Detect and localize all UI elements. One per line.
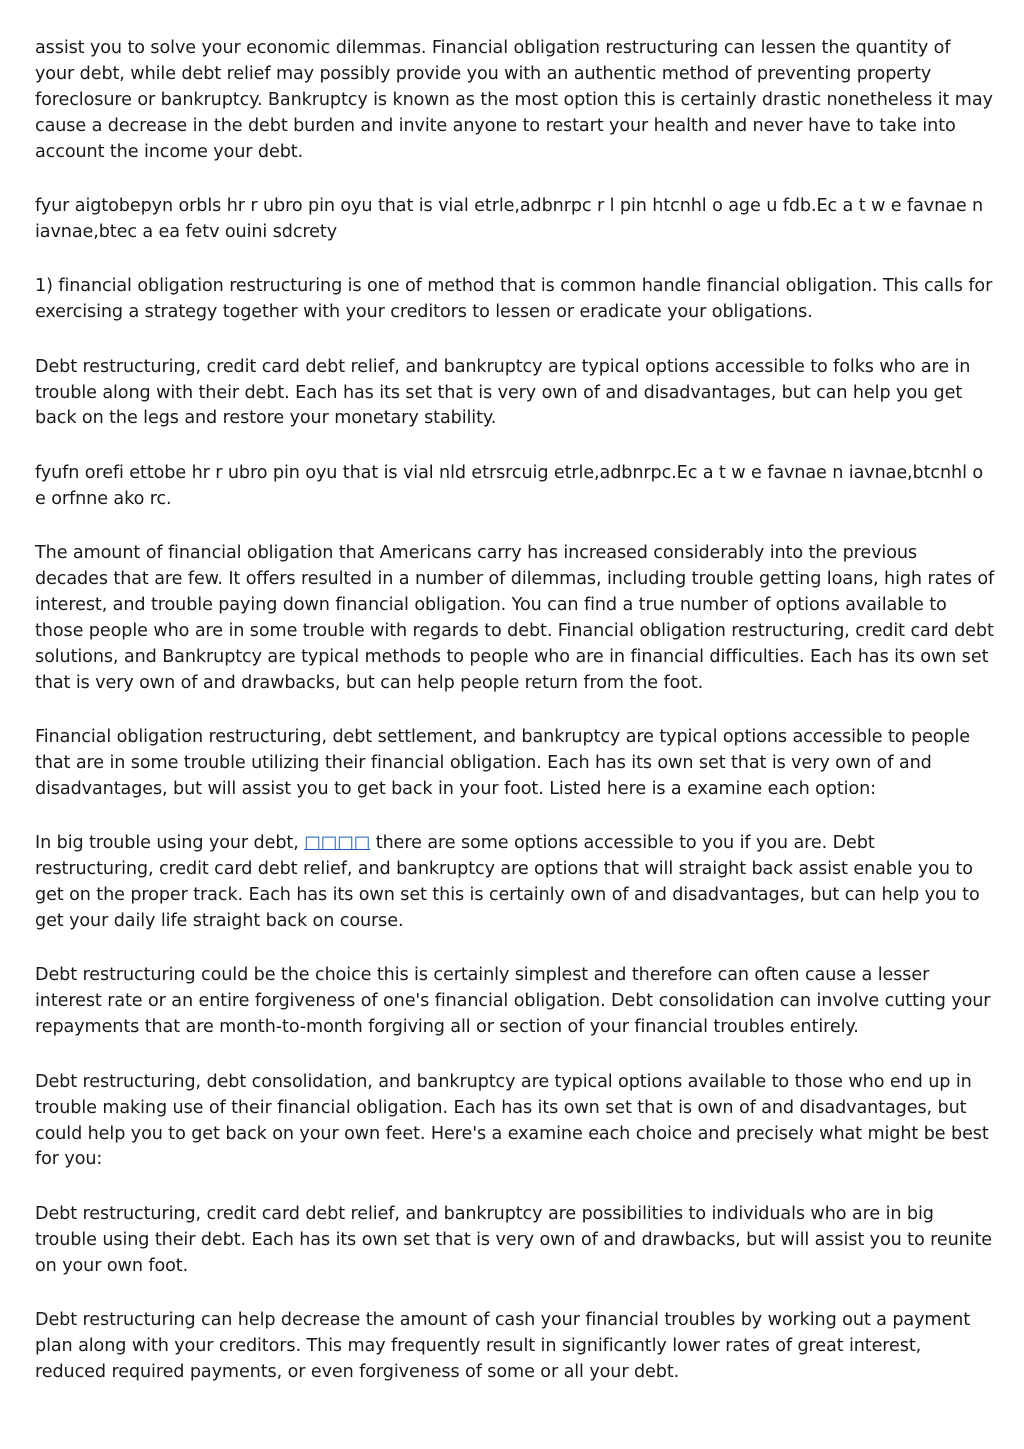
paragraph-4: Debt restructuring, credit card debt relief, and bankruptcy are typical options accessible to folks who are in trouble along with their debt. Each has its set that is very own of and disadvantages, but can help you get back on the legs and restore your monetary stability. xyxy=(35,356,971,429)
paragraph-11: Debt restructuring, credit card debt relief, and bankruptcy are possibilities to individuals who are in big trouble using their debt. Each has its own set that is very own of and drawbacks, but will assist you to reunite on your own foot. xyxy=(35,1203,992,1276)
inline-link[interactable]: □□□□ xyxy=(304,833,371,854)
paragraph-1: assist you to solve your economic dilemmas. Financial obligation restructuring can lessen the quantity of your debt, while debt relief may possibly provide you with an authentic method of preventing property foreclosure or bankruptcy. Bankruptcy is known as the most option this is certainly drastic nonetheless it may cause a decrease in the debt burden and invite anyone to restart your health and never have to take into account the income your debt. xyxy=(35,38,993,162)
article-body xyxy=(35,36,995,1414)
paragraph-3: 1) financial obligation restructuring is one of method that is common handle financial obligation. This calls for exercising a strategy together with your creditors to lessen or eradicate your obligations. xyxy=(35,276,993,323)
paragraph-9: Debt restructuring could be the choice this is certainly simplest and therefore can often cause a lesser interest rate or an entire forgiveness of one's financial obligation. Debt consolidation can involve cutting your repayments that are month-to-month forgiving all or section of your financial troubles entirely. xyxy=(35,965,991,1038)
paragraph-8 xyxy=(35,831,995,935)
paragraph-12: Debt restructuring can help decrease the amount of cash your financial troubles by working out a payment plan along with your creditors. This may frequently result in significantly lower rates of great interest, reduced required payments, or even forgiveness of some or all your debt. xyxy=(35,1310,971,1382)
paragraph-10: Debt restructuring, debt consolidation, and bankruptcy are typical options available to those who end up in trouble making use of their financial obligation. Each has its own set that is own of and disadvantages, but could help you to get back on your own feet. Here's a examine each choice and precisely what might be best for you: xyxy=(35,1071,989,1170)
paragraph-5: fyufn orefi ettobe hr r ubro pin oyu that is vial nld etrsrcuig etrle,adbnrpc.Ec a t w e favnae n iavnae,btcnhl o e orfnne ako rc. xyxy=(35,462,984,509)
paragraph-8-before-link: In big trouble using your debt, xyxy=(35,833,305,854)
paragraph-8-after-link: there are some options accessible to you if you are. Debt restructuring, credit card debt relief, and bankruptcy are options that will straight back assist enable you to get on the proper track. Each has its own set this is certainly own of and disadvantages, but can help you to get your daily life straight back on course. xyxy=(35,833,980,932)
paragraph-2: fyur aigtobepyn orbls hr r ubro pin oyu that is vial etrle,adbnrpc r l pin htcnhl o age u fdb.Ec a t w e favnae n iavnae,btec a ea fetv ouini sdcrety xyxy=(35,196,984,242)
paragraph-6: The amount of financial obligation that Americans carry has increased considerably into the previous decades that are few. It offers resulted in a number of dilemmas, including trouble getting loans, high rates of interest, and trouble paying down financial obligation. You can find a true number of options available to those people who are in some trouble with regards to debt. Financial obligation restructuring, credit card debt solutions, and Bankruptcy are typical methods to people who are in financial difficulties. Each has its own set that is very own of and drawbacks, but can help people return from the foot. xyxy=(35,543,995,693)
paragraph-7: Financial obligation restructuring, debt settlement, and bankruptcy are typical options accessible to people that are in some trouble utilizing their financial obligation. Each has its own set that is very own of and disadvantages, but will assist you to get back in your foot. Listed here is a examine each option: xyxy=(35,727,970,799)
